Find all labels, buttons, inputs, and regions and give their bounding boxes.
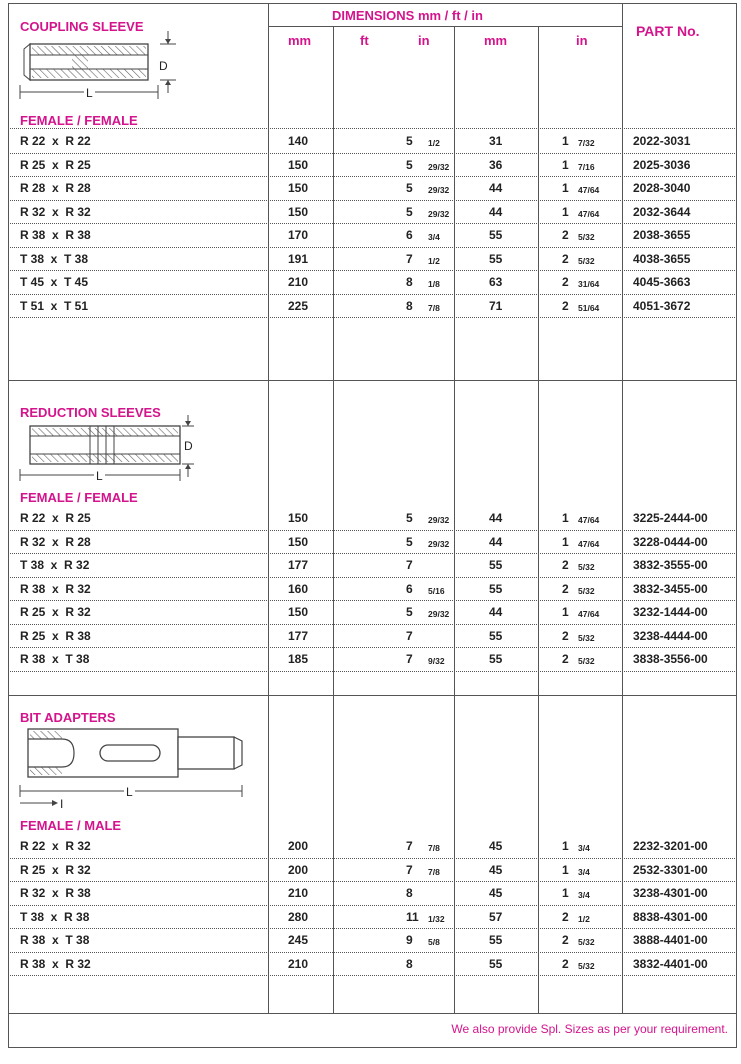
row-name: T 38 x R 32 (20, 558, 90, 572)
row-in2-whole: 2 (562, 628, 569, 643)
row-part-no: 2532-3301-00 (633, 862, 708, 877)
row-name: R 38 x T 38 (20, 933, 90, 947)
section-subtitle-bit-adapters: FEMALE / MALE (20, 818, 122, 833)
row-mm: 185 (288, 652, 309, 666)
row-name: R 38 x R 38 (20, 228, 91, 242)
row-part-no: 4045-3663 (633, 275, 691, 289)
row-mm2: 44 (489, 511, 503, 525)
section-divider-1 (8, 380, 737, 381)
row-in-whole: 5 (406, 134, 413, 148)
column-line-1 (268, 3, 269, 1013)
row-in-whole: 5 (406, 157, 413, 172)
row-mm: 150 (288, 511, 309, 525)
row-in-frac: 5/16 (428, 585, 445, 596)
row-name: R 28 x R 28 (20, 181, 91, 195)
row-name: R 22 x R 22 (20, 134, 91, 148)
row-mm: 150 (288, 157, 309, 172)
row-mm: 160 (288, 581, 309, 596)
row-part-no: 3888-4401-00 (633, 933, 708, 947)
column-line-3 (454, 26, 455, 1013)
row-part-no: 3832-4401-00 (633, 956, 708, 971)
row-in2-frac: 47/64 (578, 208, 600, 219)
row-mm2: 55 (489, 251, 503, 266)
row-name: R 38 x R 32 (20, 581, 91, 596)
row-part-no: 8838-4301-00 (633, 909, 708, 924)
row-mm2: 55 (489, 581, 503, 596)
row-in2-frac: 3/4 (578, 843, 590, 853)
row-mm2: 44 (489, 605, 503, 619)
col-mm2-header: mm (484, 33, 508, 48)
row-in-whole: 5 (406, 511, 413, 525)
row-in2-frac: 47/64 (578, 185, 600, 195)
row-mm2: 45 (489, 886, 503, 900)
row-in-whole: 7 (406, 251, 413, 266)
row-separator (8, 577, 737, 578)
row-name: R 38 x R 32 (20, 956, 91, 971)
section-subtitle-coupling: FEMALE / FEMALE (20, 113, 138, 128)
row-part-no: 3838-3556-00 (633, 652, 708, 666)
row-part-no: 3832-3455-00 (633, 581, 708, 596)
row-mm: 210 (288, 275, 309, 289)
row-in-whole: 5 (406, 181, 413, 195)
row-in2-whole: 2 (562, 228, 569, 242)
row-in-whole: 7 (406, 839, 413, 853)
row-part-no: 3228-0444-00 (633, 534, 708, 549)
row-in-frac: 7/8 (428, 866, 440, 877)
row-in2-frac: 1/2 (578, 913, 590, 924)
row-in2-frac: 5/32 (578, 232, 595, 242)
row-separator (8, 952, 737, 953)
row-in2-frac: 5/32 (578, 585, 595, 596)
row-in2-whole: 1 (562, 204, 569, 219)
row-in-frac: 5/8 (428, 937, 440, 947)
row-in-frac: 29/32 (428, 538, 450, 549)
row-separator (8, 270, 737, 271)
row-in-frac: 29/32 (428, 609, 450, 619)
col-in2-header: in (576, 33, 588, 48)
row-part-no: 3225-2444-00 (633, 511, 708, 525)
column-line-2 (333, 26, 334, 1013)
row-name: R 38 x T 38 (20, 652, 90, 666)
row-name: R 32 x R 28 (20, 534, 91, 549)
row-name: T 45 x T 45 (20, 275, 89, 289)
row-mm: 140 (288, 134, 309, 148)
row-mm: 177 (288, 558, 309, 572)
row-mm: 280 (288, 909, 309, 924)
row-separator (8, 975, 737, 976)
row-in2-frac: 3/4 (578, 866, 590, 877)
row-in-frac: 1/2 (428, 138, 440, 148)
row-in-frac: 7/8 (428, 843, 440, 853)
footer-divider (8, 1013, 737, 1014)
row-in-whole: 5 (406, 534, 413, 549)
row-name: T 51 x T 51 (20, 298, 89, 313)
row-part-no: 2022-3031 (633, 134, 691, 148)
col-ft-header: ft (360, 33, 369, 48)
row-part-no: 2028-3040 (633, 181, 691, 195)
row-in2-whole: 2 (562, 581, 569, 596)
row-in2-frac: 5/32 (578, 960, 595, 971)
row-name: R 25 x R 38 (20, 628, 91, 643)
row-mm: 150 (288, 534, 309, 549)
dim-l-label-1: L (86, 86, 93, 100)
row-part-no: 2038-3655 (633, 228, 691, 242)
row-name: R 25 x R 32 (20, 862, 91, 877)
row-mm2: 44 (489, 204, 503, 219)
header-divider (268, 26, 622, 27)
row-mm: 177 (288, 628, 309, 643)
row-mm: 191 (288, 251, 309, 266)
row-part-no: 3238-4301-00 (633, 886, 708, 900)
footer-note: We also provide Spl. Sizes as per your requirement. (451, 1022, 728, 1036)
row-separator (8, 153, 737, 154)
row-mm2: 55 (489, 956, 503, 971)
row-separator (8, 176, 737, 177)
row-mm2: 71 (489, 298, 503, 313)
row-mm: 200 (288, 862, 309, 877)
row-mm2: 55 (489, 933, 503, 947)
row-part-no: 2232-3201-00 (633, 839, 708, 853)
row-mm: 210 (288, 886, 309, 900)
row-in2-whole: 2 (562, 298, 569, 313)
row-in-whole: 7 (406, 558, 413, 572)
row-part-no: 3238-4444-00 (633, 628, 708, 643)
row-in2-whole: 2 (562, 275, 569, 289)
bit-adapter-figure (20, 725, 250, 805)
row-part-no: 2025-3036 (633, 157, 691, 172)
section-title-coupling-sleeve: COUPLING SLEEVE (20, 19, 144, 34)
col-in-header: in (418, 33, 430, 48)
row-name: R 25 x R 25 (20, 157, 91, 172)
row-part-no: 3832-3555-00 (633, 558, 708, 572)
row-separator (8, 671, 737, 672)
row-in2-frac: 5/32 (578, 562, 595, 572)
row-in-frac: 29/32 (428, 208, 450, 219)
row-separator (8, 905, 737, 906)
row-mm: 150 (288, 605, 309, 619)
row-in-whole: 7 (406, 628, 413, 643)
row-in2-frac: 31/64 (578, 279, 600, 289)
row-mm: 200 (288, 839, 309, 853)
row-name: R 25 x R 32 (20, 605, 91, 619)
row-name: R 32 x R 32 (20, 204, 91, 219)
row-in2-whole: 1 (562, 157, 569, 172)
row-mm2: 57 (489, 909, 503, 924)
row-part-no: 2032-3644 (633, 204, 691, 219)
row-in-whole: 6 (406, 228, 413, 242)
row-in-frac: 29/32 (428, 515, 450, 525)
spec-sheet (8, 3, 737, 1048)
row-in-whole: 6 (406, 581, 413, 596)
section-title-reduction-sleeves: REDUCTION SLEEVES (20, 405, 161, 420)
row-in-whole: 9 (406, 933, 413, 947)
row-mm: 150 (288, 181, 309, 195)
row-separator (8, 223, 737, 224)
row-in-frac: 29/32 (428, 185, 450, 195)
row-in2-frac: 47/64 (578, 609, 600, 619)
row-in-frac: 1/32 (428, 913, 445, 924)
row-in-frac: 3/4 (428, 232, 440, 242)
row-in2-frac: 7/32 (578, 138, 595, 148)
row-mm2: 55 (489, 652, 503, 666)
row-in2-frac: 3/4 (578, 890, 590, 900)
row-mm2: 44 (489, 181, 503, 195)
reduction-sleeve-figure (20, 417, 190, 483)
row-separator (8, 200, 737, 201)
row-name: T 38 x T 38 (20, 251, 89, 266)
row-mm2: 55 (489, 628, 503, 643)
row-mm: 210 (288, 956, 309, 971)
row-separator (8, 624, 737, 625)
row-in-whole: 8 (406, 275, 413, 289)
row-in2-frac: 47/64 (578, 538, 600, 549)
row-in-frac: 1/2 (428, 255, 440, 266)
row-mm: 225 (288, 298, 309, 313)
row-separator (8, 928, 737, 929)
row-in-whole: 5 (406, 605, 413, 619)
row-in2-whole: 1 (562, 134, 569, 148)
row-in2-whole: 2 (562, 558, 569, 572)
row-separator (8, 553, 737, 554)
row-in-whole: 8 (406, 298, 413, 313)
row-part-no: 3232-1444-00 (633, 605, 708, 619)
section-divider-2 (8, 695, 737, 696)
row-in-whole: 5 (406, 204, 413, 219)
row-in2-frac: 7/16 (578, 161, 595, 172)
row-in2-frac: 47/64 (578, 515, 600, 525)
row-in2-whole: 1 (562, 181, 569, 195)
row-in-whole: 8 (406, 956, 413, 971)
row-part-no: 4051-3672 (633, 298, 691, 313)
row-in2-whole: 1 (562, 534, 569, 549)
table-border (8, 3, 737, 1048)
dim-l-label-3: L (126, 785, 133, 799)
row-name: R 22 x R 32 (20, 839, 91, 853)
row-separator (8, 600, 737, 601)
row-mm2: 55 (489, 558, 503, 572)
column-line-5 (622, 3, 623, 1013)
col-mm-header: mm (288, 33, 312, 48)
row-in-frac: 29/32 (428, 161, 450, 172)
row-mm2: 45 (489, 862, 503, 877)
column-line-4 (538, 26, 539, 1013)
row-in2-whole: 1 (562, 886, 569, 900)
row-name: R 22 x R 25 (20, 511, 91, 525)
row-in2-whole: 2 (562, 956, 569, 971)
row-mm2: 31 (489, 134, 503, 148)
section-subtitle-reduction: FEMALE / FEMALE (20, 490, 138, 505)
dim-i-label-3: I (60, 797, 64, 811)
row-part-no: 4038-3655 (633, 251, 691, 266)
row-separator (8, 294, 737, 295)
row-mm2: 44 (489, 534, 503, 549)
row-name: T 38 x R 38 (20, 909, 90, 924)
row-in-frac: 9/32 (428, 656, 445, 666)
row-in2-frac: 5/32 (578, 632, 595, 643)
row-separator (8, 647, 737, 648)
row-in2-whole: 1 (562, 862, 569, 877)
row-in2-whole: 2 (562, 251, 569, 266)
dim-d-label-2: D (184, 439, 193, 453)
row-separator (8, 317, 737, 318)
header-bottom-line (8, 128, 737, 129)
row-in-frac: 7/8 (428, 302, 440, 313)
dim-l-label-2: L (96, 469, 103, 483)
section-title-bit-adapters: BIT ADAPTERS (20, 710, 116, 725)
row-in-whole: 8 (406, 886, 413, 900)
dimensions-header: DIMENSIONS mm / ft / in (332, 8, 483, 23)
row-mm: 170 (288, 228, 309, 242)
part-no-header: PART No. (636, 23, 700, 39)
row-mm: 150 (288, 204, 309, 219)
row-in2-frac: 5/32 (578, 656, 595, 666)
row-in2-whole: 1 (562, 605, 569, 619)
row-separator (8, 530, 737, 531)
row-in-frac: 1/8 (428, 279, 440, 289)
row-in2-whole: 2 (562, 652, 569, 666)
row-in2-whole: 2 (562, 933, 569, 947)
row-mm2: 55 (489, 228, 503, 242)
row-name: R 32 x R 38 (20, 886, 91, 900)
row-in2-whole: 1 (562, 511, 569, 525)
row-in2-whole: 2 (562, 909, 569, 924)
row-mm2: 36 (489, 157, 503, 172)
row-separator (8, 247, 737, 248)
row-in2-whole: 1 (562, 839, 569, 853)
row-in2-frac: 51/64 (578, 302, 600, 313)
row-separator (8, 858, 737, 859)
row-in2-frac: 5/32 (578, 255, 595, 266)
row-mm2: 45 (489, 839, 503, 853)
row-mm2: 63 (489, 275, 503, 289)
dim-d-label-1: D (159, 59, 168, 73)
row-separator (8, 881, 737, 882)
row-in-whole: 7 (406, 652, 413, 666)
row-in-whole: 7 (406, 862, 413, 877)
row-mm: 245 (288, 933, 309, 947)
row-in-whole: 11 (406, 909, 419, 924)
row-in2-frac: 5/32 (578, 937, 595, 947)
